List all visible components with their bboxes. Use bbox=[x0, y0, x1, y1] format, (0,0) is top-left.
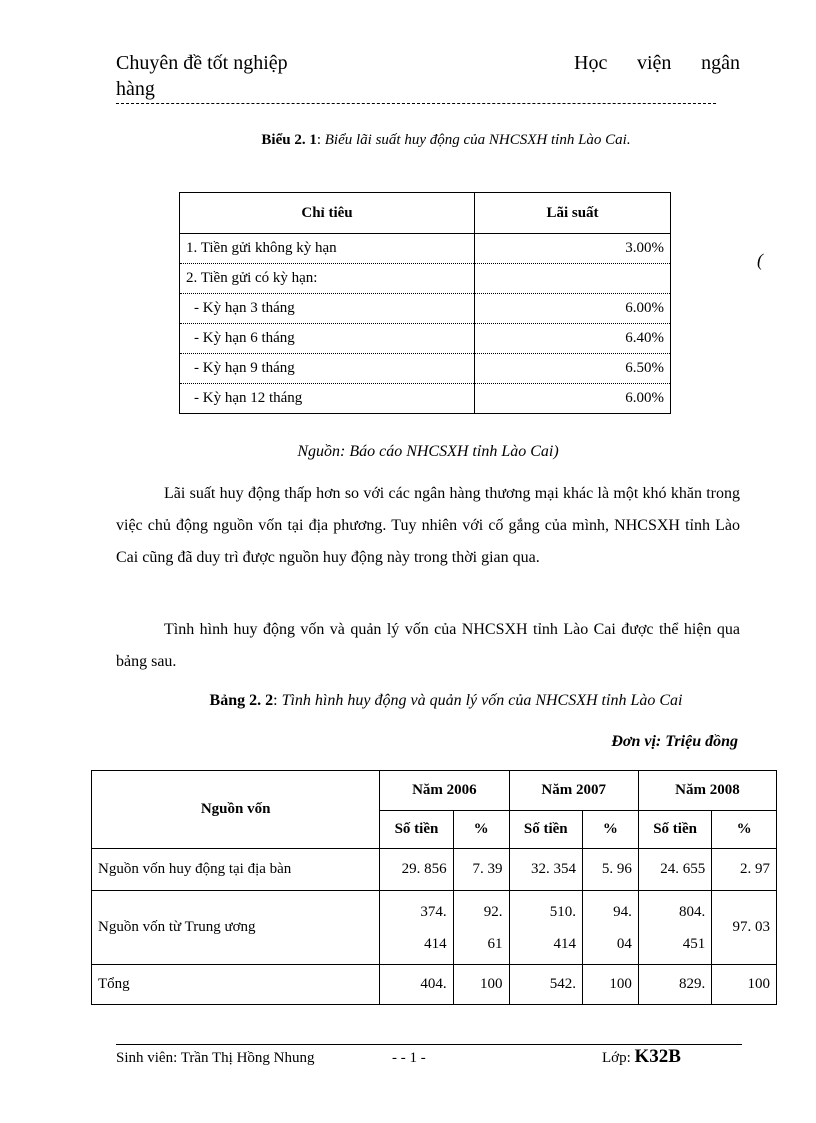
table2-cell: 804. 451 bbox=[638, 891, 711, 965]
table-row bbox=[92, 891, 777, 965]
interest-rate-table bbox=[179, 192, 671, 414]
header-right-word: Học bbox=[574, 52, 608, 74]
table2-cell: 29. 856 bbox=[380, 849, 453, 891]
stray-parenthesis: ( bbox=[757, 250, 763, 270]
table1-row-label: 2. Tiền gửi có kỳ hạn: bbox=[180, 264, 475, 294]
capital-table bbox=[91, 770, 777, 1005]
caption1-label: Biểu 2. 1 bbox=[261, 132, 317, 148]
table1-row-value: 6.00% bbox=[475, 384, 671, 414]
caption2-title: Tình hình huy động và quản lý vốn của NHCSXH tỉnh Lào Cai bbox=[281, 692, 683, 709]
table2-cell: 829. bbox=[638, 965, 711, 1005]
table-row bbox=[180, 324, 671, 354]
table1-source bbox=[116, 443, 740, 461]
table2-cell: 5. 96 bbox=[582, 849, 638, 891]
table2-caption bbox=[116, 692, 776, 710]
header-right bbox=[574, 50, 740, 76]
table1-row-label: - Kỳ hạn 9 tháng bbox=[180, 354, 475, 384]
table1-caption bbox=[116, 132, 776, 149]
table2-cell: 100 bbox=[582, 965, 638, 1005]
table2-cell: 510. 414 bbox=[509, 891, 582, 965]
table1-row-value: 3.00% bbox=[475, 234, 671, 264]
table2-cell: 32. 354 bbox=[509, 849, 582, 891]
table2-cell: 2. 97 bbox=[712, 849, 777, 891]
table2-sub-pct: % bbox=[453, 811, 509, 849]
table1-row-label: - Kỳ hạn 6 tháng bbox=[180, 324, 475, 354]
table-row bbox=[180, 384, 671, 414]
table2-row-label: Nguồn vốn huy động tại địa bàn bbox=[92, 849, 380, 891]
footer-class-label: Lớp bbox=[602, 1050, 627, 1066]
caption2-label: Bảng 2. 2 bbox=[209, 692, 274, 709]
paragraph-2: Tình hình huy động vốn và quản lý vốn của NHCSXH tỉnh Lào Cai được thể hiện qua bảng sau. bbox=[116, 621, 740, 670]
table2-sub-amount: Số tiền bbox=[380, 811, 453, 849]
table1-header-row bbox=[180, 193, 671, 234]
footer-page-number: - - 1 - bbox=[392, 1050, 426, 1066]
table2-row-label: Nguồn vốn từ Trung ương bbox=[92, 891, 380, 965]
table1-row-value: 6.50% bbox=[475, 354, 671, 384]
caption2-sep: : bbox=[273, 692, 282, 709]
table2-cell: 7. 39 bbox=[453, 849, 509, 891]
table2-cell: 542. bbox=[509, 965, 582, 1005]
footer-class bbox=[602, 1046, 681, 1068]
table1-row-value bbox=[475, 264, 671, 294]
source1-text: Nguồn: Báo cáo NHCSXH tỉnh Lào Cai) bbox=[297, 443, 559, 460]
table1-row-label: - Kỳ hạn 3 tháng bbox=[180, 294, 475, 324]
table-row bbox=[180, 294, 671, 324]
table-row bbox=[92, 849, 777, 891]
header-left-line2: hàng bbox=[116, 78, 155, 100]
table2-header-year: Năm 2006 bbox=[380, 771, 509, 811]
table-row bbox=[180, 354, 671, 384]
footer-student bbox=[116, 1050, 315, 1067]
table2-cell: 100 bbox=[712, 965, 777, 1005]
header-right-word: viện bbox=[637, 52, 672, 74]
table1-row-value: 6.40% bbox=[475, 324, 671, 354]
caption1-title: Biểu lãi suất huy động của NHCSXH tỉnh Lào Cai. bbox=[324, 132, 631, 148]
table2-cell: 100 bbox=[453, 965, 509, 1005]
table2-cell: 24. 655 bbox=[638, 849, 711, 891]
header-divider bbox=[116, 103, 716, 104]
table2-header-row bbox=[92, 771, 777, 811]
footer-student-label: Sinh viên: bbox=[116, 1050, 181, 1066]
table-row bbox=[180, 264, 671, 294]
table2-row-label: Tổng bbox=[92, 965, 380, 1005]
table-row bbox=[92, 965, 777, 1005]
footer-class-sep: : bbox=[626, 1050, 635, 1066]
table2-cell: 92. 61 bbox=[453, 891, 509, 965]
footer-divider bbox=[116, 1044, 742, 1045]
header-left bbox=[116, 50, 288, 102]
footer-class-value: K32B bbox=[634, 1046, 681, 1067]
table2-header-year: Năm 2008 bbox=[638, 771, 776, 811]
header-left-line1: Chuyên đề tốt nghiệp bbox=[116, 52, 288, 74]
table2-header-year: Năm 2007 bbox=[509, 771, 638, 811]
table1-row-label: 1. Tiền gửi không kỳ hạn bbox=[180, 234, 475, 264]
table2-cell: 404. bbox=[380, 965, 453, 1005]
table2-sub-pct: % bbox=[712, 811, 777, 849]
header-right-word: ngân bbox=[701, 52, 740, 74]
table1-row-value: 6.00% bbox=[475, 294, 671, 324]
table2-cell: 374. 414 bbox=[380, 891, 453, 965]
unit-label: Đơn vị: Triệu đồng bbox=[611, 733, 738, 750]
table2-header-source: Nguồn vốn bbox=[92, 771, 380, 849]
table-row bbox=[180, 234, 671, 264]
caption1-sep: : bbox=[316, 132, 325, 148]
table2-sub-amount: Số tiền bbox=[509, 811, 582, 849]
table2-sub-amount: Số tiền bbox=[638, 811, 711, 849]
table1-row-label: - Kỳ hạn 12 tháng bbox=[180, 384, 475, 414]
table2-cell: 97. 03 bbox=[712, 891, 777, 965]
table2-cell: 94. 04 bbox=[582, 891, 638, 965]
table1-header-indicator: Chỉ tiêu bbox=[180, 193, 475, 234]
paragraph-1: Lãi suất huy động thấp hơn so với các ngân hàng thương mại khác là một khó khăn trong việc chủ động nguồn vốn tại địa phương. Tuy nhiên với cố gắng của mình, NHCSXH tỉnh Lào Cai cũng đã duy trì được nguồn huy động này trong thời gian qua. bbox=[116, 485, 740, 566]
table2-sub-pct: % bbox=[582, 811, 638, 849]
footer-student-name: Trần Thị Hồng Nhung bbox=[180, 1050, 315, 1066]
table1-header-rate: Lãi suất bbox=[475, 193, 671, 234]
